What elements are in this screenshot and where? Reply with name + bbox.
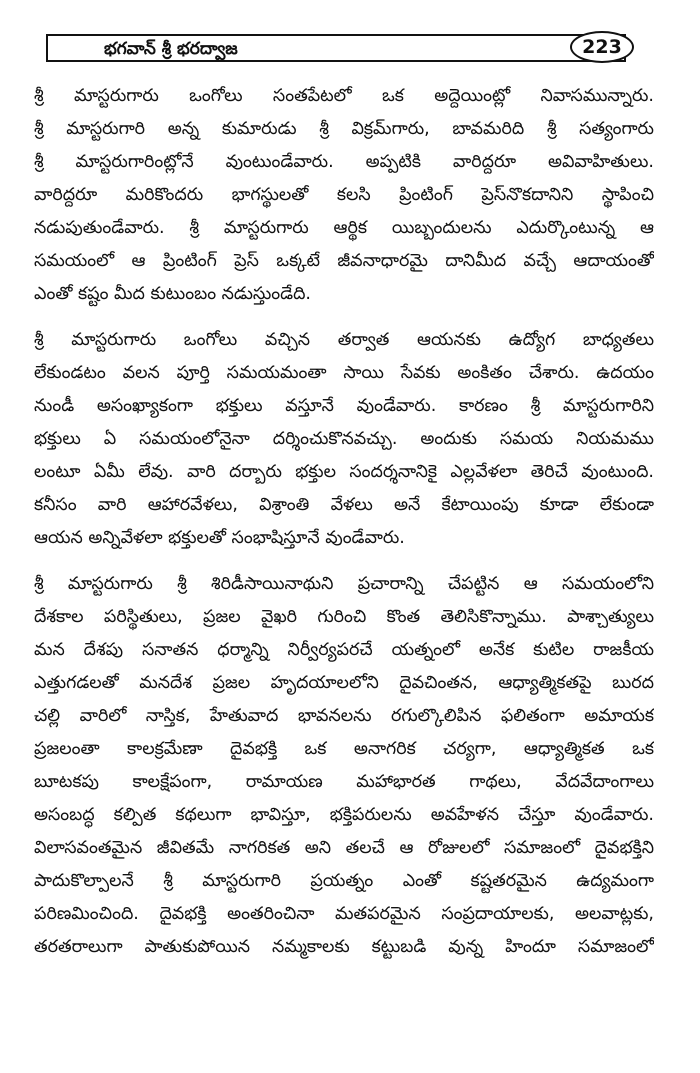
text-line: శ్రీ మాస్టరుగారు ఒంగోలు సంతపేటలో ఒక అద్దెయింట్లో నివాసమున్నారు.: [34, 86, 654, 106]
running-header: [46, 34, 626, 62]
page-body: [34, 80, 654, 977]
page-number-badge: 223: [570, 31, 634, 63]
text-line: శ్రీ మాస్టరుగారు ఒంగోలు వచ్చిన తర్వాత ఆయనకు ఉద్యోగ బాధ్యతలు: [34, 330, 654, 350]
text-line: పాదుకొల్పాలనే శ్రీ మాస్టరుగారి ప్రయత్నం ఎంతో కష్టతరమైన ఉద్యమంగా: [34, 871, 654, 891]
running-title: భగవాన్ శ్రీ భరద్వాజ: [104, 39, 238, 59]
text-line: శ్రీ మాస్టరుగారి అన్న కుమారుడు శ్రీ విక్రమ్‌గారు, బావమరిది శ్రీ సత్యంగారు: [34, 119, 654, 139]
text-line: సమయంలో ఆ ప్రింటింగ్ ప్రెస్ ఒక్కటే జీవనాధారమై దానిమీద వచ్చే ఆదాయంతో: [34, 251, 654, 271]
text-line: వారిద్దరూ మరికొందరు భాగస్థులతో కలసి ప్రింటింగ్ ప్రెస్‌నొకదానిని స్థాపించి: [34, 185, 654, 205]
paragraph-1: [34, 80, 654, 311]
paragraph-3: [34, 568, 654, 964]
text-line: భక్తులు ఏ సమయంలోనైనా దర్శించుకొనవచ్చు. అందుకు సమయ నియమము: [34, 429, 654, 449]
text-line: అసంబద్ధ కల్పిత కథలుగా భావిస్తూ, భక్తిపరులను అవహేళన చేస్తూ వుండేవారు.: [34, 805, 654, 825]
text-line: లంటూ ఏమీ లేవు. వారి దర్బారు భక్తుల సందర్శనానికై ఎల్లవేళలా తెరిచే వుంటుంది.: [34, 462, 654, 482]
paragraph-2: [34, 324, 654, 555]
text-line: దేశకాల పరిస్థితులు, ప్రజల వైఖరి గురించి కొంత తెలిసికొన్నాము. పాశ్చాత్యులు: [34, 607, 654, 627]
text-line: శ్రీ మాస్టరుగారింట్లోనే వుంటుండేవారు. అప్పటికి వారిద్దరూ అవివాహితులు.: [34, 152, 654, 172]
text-line: శ్రీ మాస్టరుగారు శ్రీ శిరిడీసాయినాథుని ప్రచారాన్ని చేపట్టిన ఆ సమయంలోని: [34, 574, 654, 594]
text-line: కనీసం వారి ఆహారవేళలు, విశ్రాంతి వేళలు అనే కేటాయింపు కూడా లేకుండా: [34, 495, 654, 515]
text-line: తరతరాలుగా పాతుకుపోయిన నమ్మకాలకు కట్టుబడి వున్న హిందూ సమాజంలో: [34, 937, 654, 957]
text-line: లేకుండటం వలన పూర్తి సమయమంతా సాయి సేవకు అంకితం చేశారు. ఉదయం: [34, 363, 654, 383]
text-line: బూటకపు కాలక్షేపంగా, రామాయణ మహాభారత గాథలు, వేదవేదాంగాలు: [34, 772, 654, 792]
text-line: ఎంతో కష్టం మీద కుటుంబం నడుస్తుండేది.: [34, 284, 311, 304]
text-line: ప్రజలంతా కాలక్రమేణా దైవభక్తి ఒక అనాగరిక చర్యగా, ఆధ్యాత్మికత ఒక: [34, 739, 654, 759]
text-line: నడుపుతుండేవారు. శ్రీ మాస్టరుగారు ఆర్థిక యిబ్బందులను ఎదుర్కొంటున్న ఆ: [34, 218, 654, 238]
text-line: చల్లి వారిలో నాస్తిక, హేతువాద భావనలను రగుల్కొలిపిన ఫలితంగా అమాయక: [34, 706, 654, 726]
text-line: నుండీ అసంఖ్యాకంగా భక్తులు వస్తూనే వుండేవారు. కారణం శ్రీ మాస్టరుగారిని: [34, 396, 654, 416]
text-line: పరిణమించింది. దైవభక్తి అంతరించినా మతపరమైన సంప్రదాయాలకు, అలవాట్లకు,: [34, 904, 654, 924]
text-line: ఎత్తుగడలతో మనదేశ ప్రజల హృదయాలలోని దైవచింతన, ఆధ్యాత్మికతపై బురద: [34, 673, 654, 693]
text-line: మన దేశపు సనాతన ధర్మాన్ని నిర్వీర్యపరచే యత్నంలో అనేక కుటిల రాజకీయ: [34, 640, 654, 660]
text-line: విలాసవంతమైన జీవితమే నాగరికత అని తలచే ఆ రోజులలో సమాజంలో దైవభక్తిని: [34, 838, 654, 858]
text-line: ఆయన అన్నివేళలా భక్తులతో సంభాషిస్తూనే వుండేవారు.: [34, 528, 405, 548]
